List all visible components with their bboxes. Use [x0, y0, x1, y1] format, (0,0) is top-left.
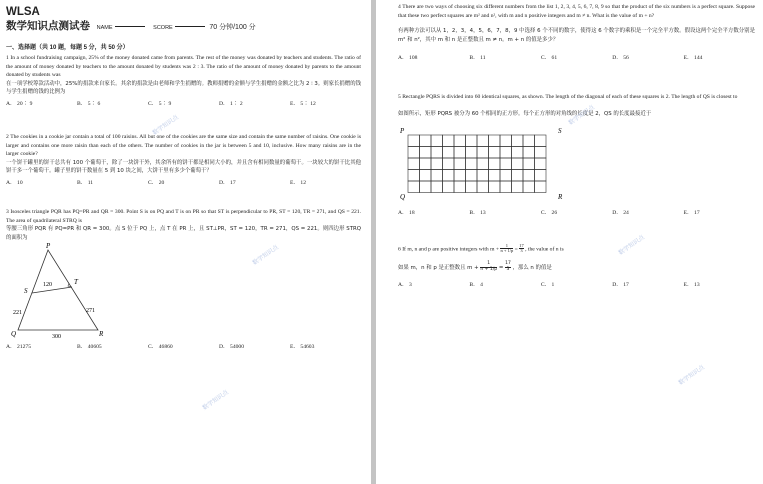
- fraction-1-numerator: 1: [500, 244, 513, 250]
- option-b[interactable]: B． 11: [77, 179, 94, 186]
- watermark: 数学知识点: [567, 103, 596, 127]
- grid-square: [535, 169, 547, 181]
- question-2-english: 2 The cookies in a cookie jar contain a total of 100 raisins. All but one of the cookies are the same size and contain the same number of raisins. One cookie is larger and contains one more raisin than each of the others. The number of cookies in the jar is between 5 and 10, inclusive. How many raisins are in the larger cookie?: [6, 133, 361, 158]
- fraction-1-cn: [480, 262, 497, 273]
- option-c[interactable]: C． 1: [540, 281, 555, 288]
- option-e[interactable]: E． 12: [290, 179, 307, 186]
- grid-square: [466, 146, 478, 158]
- grid-square: [512, 169, 524, 181]
- label-qr-length: 300: [52, 334, 61, 341]
- question-3: [6, 208, 361, 352]
- grid-square: [420, 181, 432, 193]
- question-6-text-b: =: [514, 246, 518, 253]
- fraction-2-numerator: 17: [519, 242, 524, 248]
- label-t: T: [74, 278, 78, 287]
- grid-square: [500, 169, 512, 181]
- grid-square: [454, 135, 466, 147]
- question-2-options: [6, 179, 361, 188]
- option-a[interactable]: A． 3: [398, 281, 412, 288]
- option-b[interactable]: B． 13: [469, 209, 486, 216]
- option-d[interactable]: D． 56: [612, 55, 629, 62]
- score-blank[interactable]: [175, 26, 205, 27]
- option-d[interactable]: D． 24: [612, 209, 629, 216]
- grid-square: [466, 181, 478, 193]
- grid-square: [489, 181, 501, 193]
- option-c[interactable]: C． 46860: [148, 344, 173, 351]
- grid-square: [443, 181, 455, 193]
- triangle-pqr-diagram: [10, 242, 110, 340]
- option-e[interactable]: E． 5∶ 12: [290, 100, 316, 107]
- option-d[interactable]: D． 1∶ 2: [219, 100, 243, 107]
- grid-square: [420, 158, 432, 170]
- fraction-1-cn-numerator: 1: [480, 262, 497, 268]
- grid-square: [443, 158, 455, 170]
- fraction-1-cn-denominator: n + 1/p: [480, 266, 498, 272]
- grid-square: [477, 169, 489, 181]
- grid-square: [443, 146, 455, 158]
- watermark: 数学知识点: [201, 388, 230, 412]
- option-d[interactable]: D． 54000: [219, 344, 245, 351]
- question-2-chinese: 一个饼干罐里的饼干总共有 100 个葡萄干，除了一块饼干外，其余所有的饼干都是相同大小的，并且含有相同数量的葡萄干。一块较大的饼干比其他饼干多一个葡萄干。罐子里的饼干数量在 5 到 10 块之间，大饼干里有多少个葡萄干？: [6, 159, 361, 175]
- grid-square: [523, 135, 535, 147]
- grid-square: [500, 158, 512, 170]
- question-5-options: [398, 209, 755, 218]
- watermark: 数学知识点: [251, 243, 280, 267]
- grid-square: [535, 158, 547, 170]
- question-4-chinese: 有两种方法可以从 1，2，3，4，5，6，7，8，9 中选择 6 个不同的数字，使得这 6 个数字的乘积是一个完全平方数。假设这两个完全平方数分别是 m² 和 n²，其中 m 和 n 是正整数且 m ≠ n。m + n 的值是多少？: [398, 28, 755, 43]
- question-6-english: [398, 244, 755, 255]
- score-label: SCORE: [153, 25, 173, 31]
- grid-square: [500, 181, 512, 193]
- grid-square: [535, 146, 547, 158]
- grid-square: [512, 146, 524, 158]
- rectangle-pqrs-grid: [398, 125, 568, 201]
- option-a[interactable]: A． 21275: [6, 344, 32, 351]
- grid-square: [523, 169, 535, 181]
- grid-square: [454, 146, 466, 158]
- option-b[interactable]: B． 40605: [77, 344, 102, 351]
- question-5-english: 5 Rectangle PQRS is divided into 60 identical squares, as shown. The length of the diagonal of each of these squares is 2. The length of QS is closest to: [398, 94, 738, 101]
- grid-square: [408, 146, 420, 158]
- grid-square: [466, 158, 478, 170]
- grid-square: [500, 146, 512, 158]
- grid-square: [431, 169, 443, 181]
- watermark: 数学知识点: [151, 113, 180, 137]
- name-label: NAME: [96, 25, 113, 31]
- question-6-text-c: , the value of n is: [525, 246, 564, 253]
- grid-square: [420, 169, 432, 181]
- grid-square: [420, 146, 432, 158]
- question-4-options: [398, 54, 755, 63]
- option-b[interactable]: B． 4: [469, 281, 483, 288]
- option-c[interactable]: C． 61: [540, 55, 558, 62]
- brand-logo-text: WLSA: [6, 6, 40, 18]
- label-qs-length: 221: [13, 310, 22, 317]
- watermark: 数学知识点: [677, 363, 706, 387]
- grid-square: [431, 158, 443, 170]
- grid-square: [512, 135, 524, 147]
- label-s: S: [558, 126, 562, 135]
- label-tr-length: 271: [86, 308, 95, 315]
- option-b[interactable]: B． 5∶ 6: [77, 100, 101, 107]
- option-a[interactable]: A． 20∶ 9: [6, 100, 33, 107]
- label-st-length: 120: [43, 282, 52, 289]
- section-heading: 一、选择题（共 10 题，每题 5 分，共 50 分）: [6, 45, 129, 51]
- question-6-cn-c: ，那么 n 的值是: [512, 264, 552, 271]
- option-e[interactable]: E． 17: [683, 209, 700, 216]
- label-r: R: [99, 330, 104, 339]
- triangle-outline: [18, 250, 98, 330]
- question-6-options: [398, 281, 755, 290]
- option-e[interactable]: E． 54603: [290, 344, 315, 351]
- watermark: 数学知识点: [617, 233, 646, 257]
- grid-square: [408, 181, 420, 193]
- question-5-chinese: 如图所示，矩形 PQRS 被分为 60 个相同的正方形。每个正方形的对角线的长度是 2，QS 的长度最接近于: [398, 110, 652, 117]
- option-b[interactable]: B． 11: [469, 55, 486, 62]
- question-4: [398, 3, 755, 63]
- question-6-cn-a: 如果 m，n 和 p 是正整数且 m +: [398, 264, 479, 271]
- grid-square: [489, 135, 501, 147]
- grid-square: [523, 181, 535, 193]
- question-3-chinese: 等腰三角形 PQR 有 PQ=PR 和 QR = 300。点 S 位于 PQ 上，点 T 在 PR 上，且 ST⊥PR，ST = 120，TR = 271，QS = 221。则四边形 STRQ 的面积为: [6, 226, 361, 241]
- grid-square: [466, 169, 478, 181]
- grid-square: [535, 135, 547, 147]
- fraction-2-cn: [505, 262, 511, 273]
- grid-square: [431, 181, 443, 193]
- test-title: 数学知识点测试卷: [6, 20, 90, 32]
- option-a[interactable]: A． 18: [398, 209, 415, 216]
- grid-square: [477, 158, 489, 170]
- grid-square: [477, 181, 489, 193]
- grid-square: [408, 135, 420, 147]
- grid-square: [489, 169, 501, 181]
- question-3-english: 3 Isosceles triangle PQR has PQ=PR and QR = 300. Point S is on PQ and T is on PR so that ST is perpendicular to PR, ST = 120, TR = 271, and QS = 221. The area of quadrilateral STRQ is: [6, 208, 361, 224]
- option-d[interactable]: D． 17: [219, 179, 236, 186]
- option-a[interactable]: A． 108: [398, 55, 418, 62]
- grid-square: [523, 146, 535, 158]
- grid-square: [443, 169, 455, 181]
- name-blank[interactable]: [115, 26, 145, 27]
- question-6-text-a: 6 If m, n and p are positive integers with m +: [398, 246, 500, 253]
- option-c[interactable]: C． 20: [148, 179, 165, 186]
- label-p: P: [400, 126, 405, 135]
- grid-square: [454, 158, 466, 170]
- option-e[interactable]: E． 13: [683, 281, 700, 288]
- fraction-2-cn-numerator: 17: [505, 261, 511, 267]
- grid-square: [408, 158, 420, 170]
- fraction-2-cn-denominator: 3: [506, 266, 510, 272]
- grid-square: [489, 158, 501, 170]
- time-score-info: 70 分钟/100 分: [209, 24, 256, 31]
- label-q: Q: [400, 192, 406, 201]
- grid-square: [466, 135, 478, 147]
- option-c[interactable]: C． 26: [540, 209, 558, 216]
- fraction-2-denominator: 3: [520, 248, 523, 254]
- grid-square: [420, 135, 432, 147]
- question-1: [6, 54, 361, 109]
- label-p: P: [46, 242, 51, 251]
- grid-square: [523, 158, 535, 170]
- grid-squares: [408, 135, 546, 193]
- question-1-options: [6, 100, 361, 109]
- grid-square: [454, 181, 466, 193]
- question-3-options: [6, 343, 361, 352]
- grid-square: [512, 158, 524, 170]
- question-6-cn-b: =: [498, 264, 504, 271]
- left-page: [0, 0, 371, 484]
- fraction-2: [519, 244, 524, 255]
- grid-square: [512, 181, 524, 193]
- fraction-1-denominator: n + 1/p: [500, 248, 514, 254]
- option-a[interactable]: A． 10: [6, 179, 23, 186]
- grid-square: [477, 146, 489, 158]
- option-c[interactable]: C． 5∶ 9: [148, 100, 172, 107]
- label-r: R: [558, 192, 563, 201]
- grid-square: [431, 146, 443, 158]
- grid-square: [454, 169, 466, 181]
- grid-square: [489, 146, 501, 158]
- grid-square: [443, 135, 455, 147]
- question-6-chinese: [398, 262, 755, 273]
- label-s: S: [24, 287, 28, 296]
- question-2: [6, 133, 361, 188]
- option-e[interactable]: E． 144: [683, 55, 703, 62]
- grid-square: [500, 135, 512, 147]
- question-6: [398, 244, 755, 290]
- right-page: [376, 0, 763, 484]
- grid-square: [431, 135, 443, 147]
- option-d[interactable]: D． 17: [612, 281, 629, 288]
- grid-square: [535, 181, 547, 193]
- test-title-row: [6, 20, 361, 35]
- fraction-1: [500, 244, 513, 255]
- question-1-english: 1 In a school fundraising campaign, 25% of the money donated came from parents. The rest of the money was donated by teachers and students. The ratio of the amount of money donated by teachers to the amount donated by students was 2 : 3. The ratio of the amount of money donated by parents to the amount donated by students was: [6, 55, 361, 79]
- question-4-english: 4 There are two ways of choosing six different numbers from the list 1, 2, 3, 4, 5, 6, 7, 8, 9 so that the product of the six numbers is a perfect square. Suppose that these two perfect squares are m² and n², with m and n positive integers and m ≠ n. What is the value of m + n?: [398, 4, 755, 19]
- question-1-chinese: 在一项学校筹款活动中，25%的捐款来自家长。其余的捐款是由老师和学生捐赠的。教师捐赠的金额与学生捐赠的金额之比为 2 ∶ 3。则家长捐赠的钱与学生捐赠的钱的比例为: [6, 80, 361, 96]
- segment-st: [32, 287, 72, 293]
- grid-square: [477, 135, 489, 147]
- label-q: Q: [11, 330, 17, 339]
- grid-square: [408, 169, 420, 181]
